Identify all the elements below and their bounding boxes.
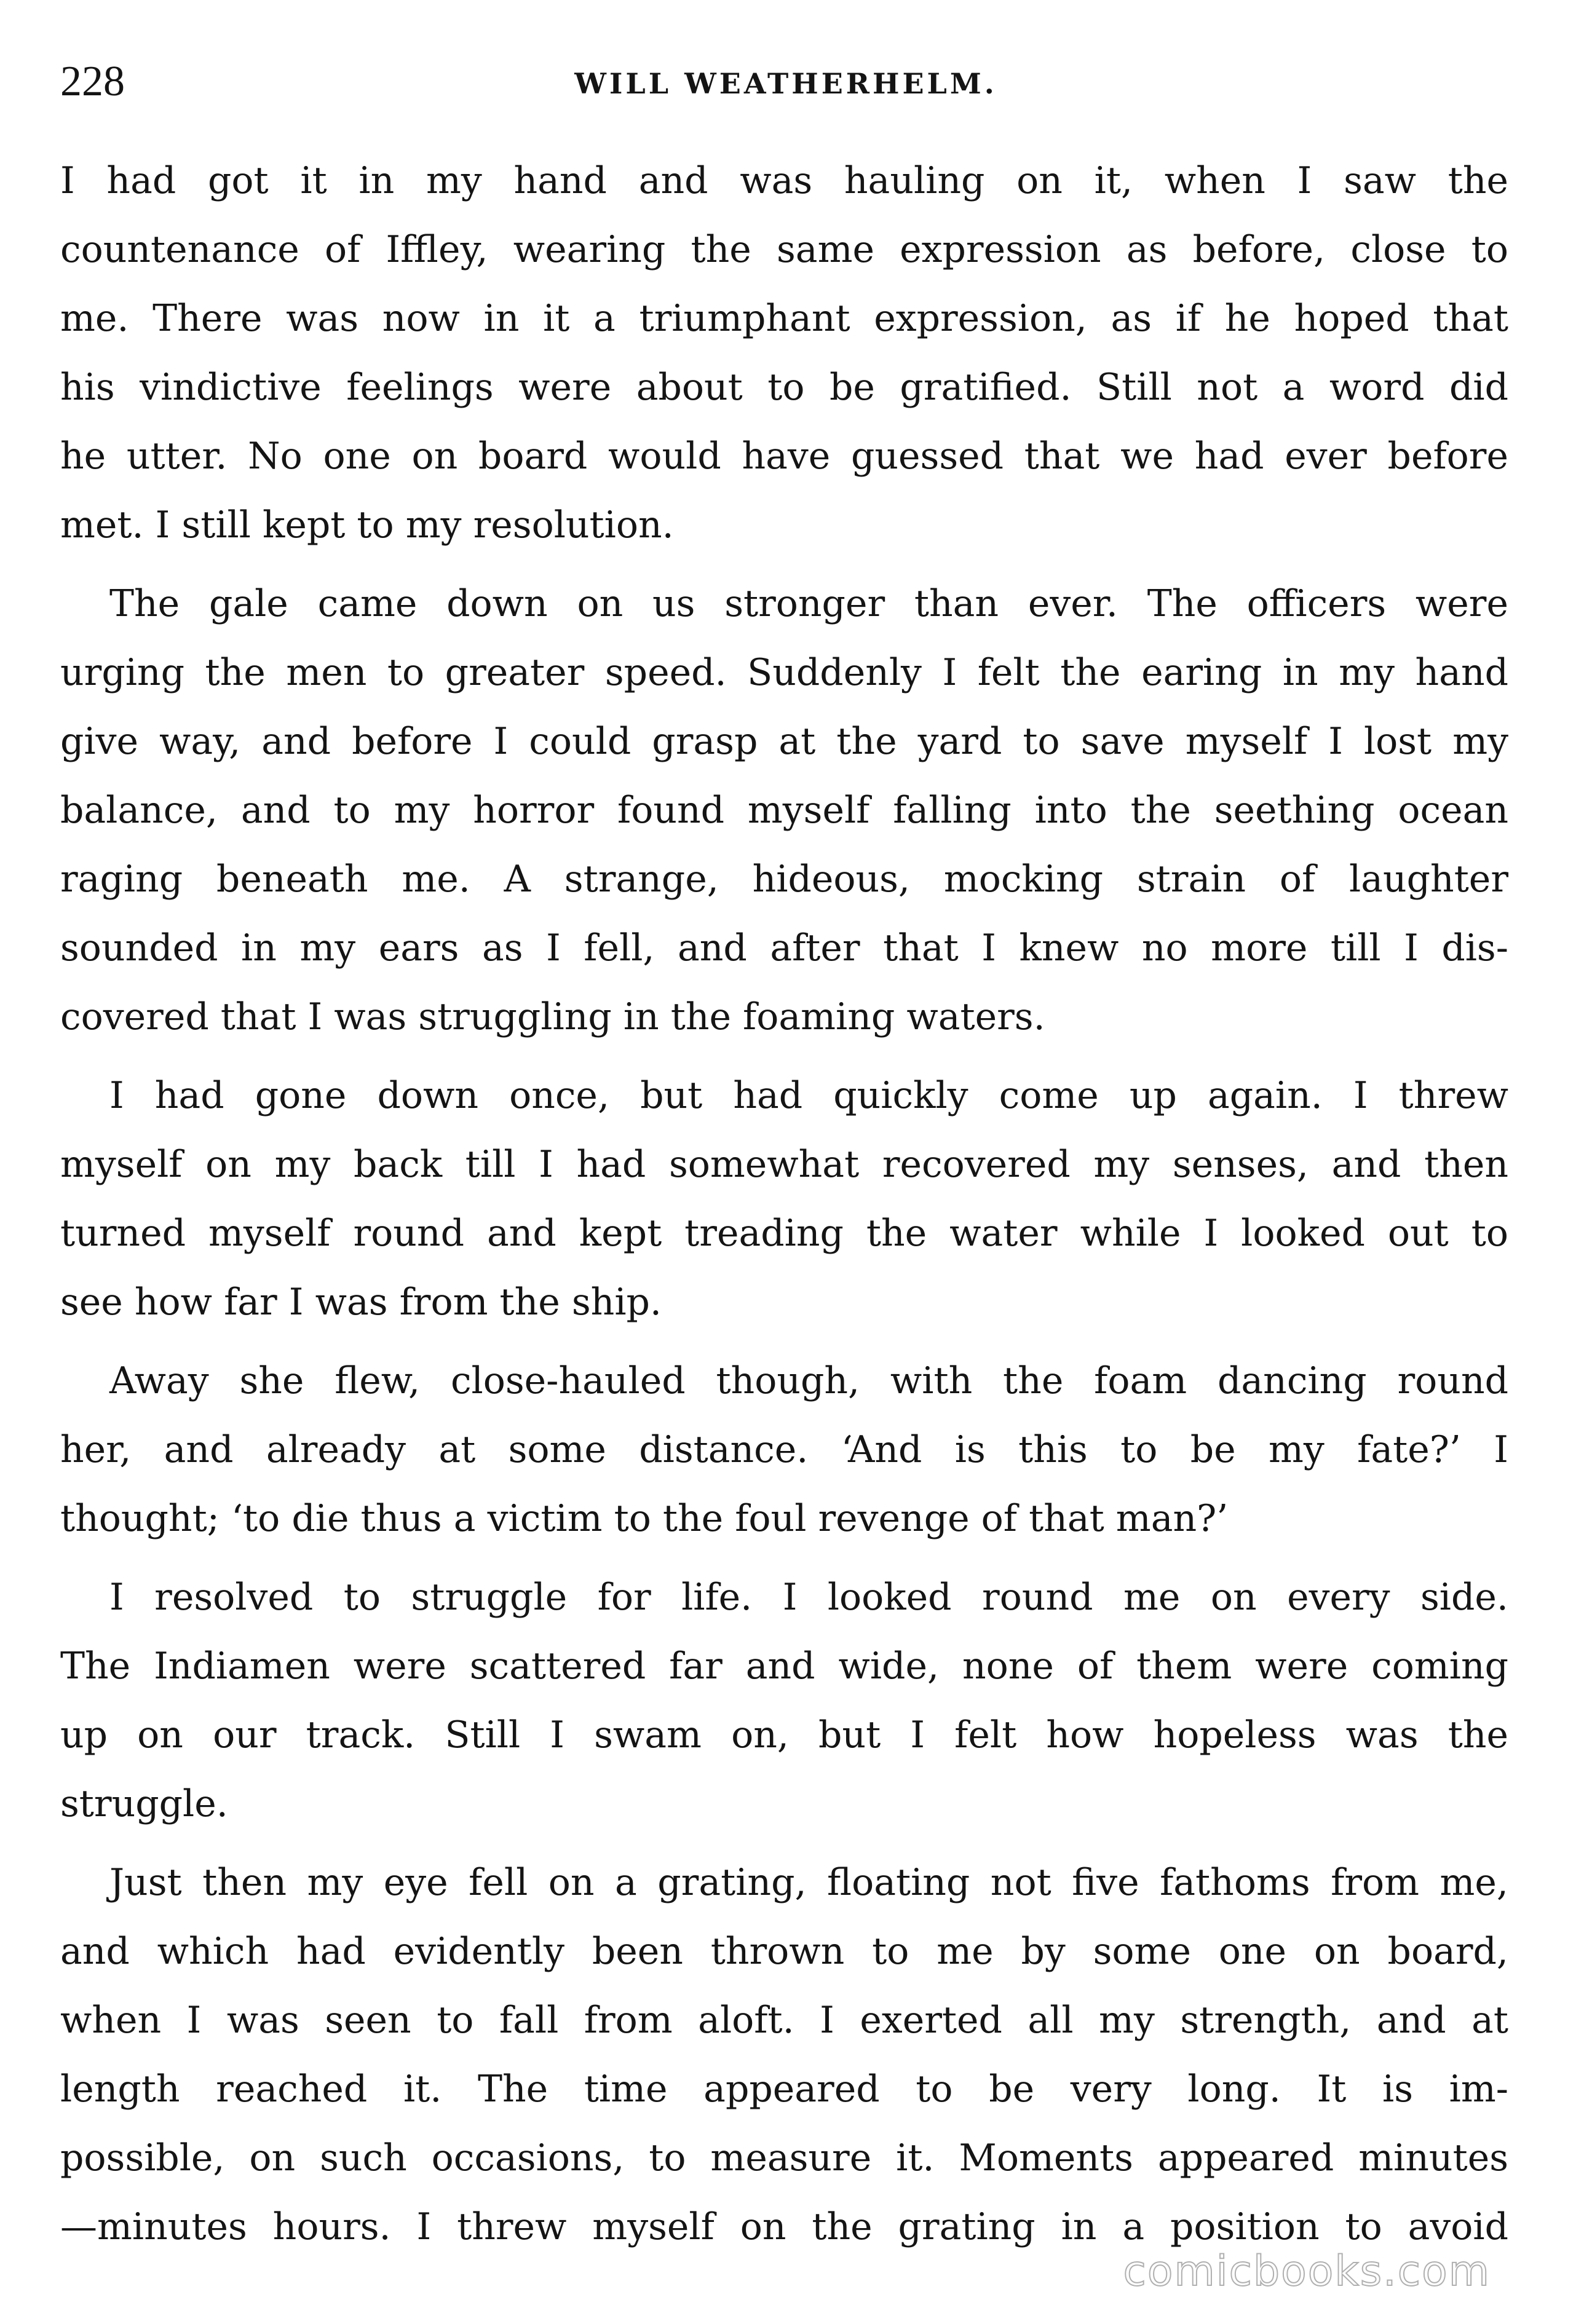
text-line: when I was seen to fall from aloft. I exerted all my strength, and at xyxy=(60,1999,1508,2042)
text-line: I had got it in my hand and was hauling on it, when I saw the xyxy=(60,159,1508,202)
text-line: length reached it. The time appeared to be very long. It is im- xyxy=(60,2068,1508,2111)
paragraph xyxy=(60,1346,1508,1553)
paragraph xyxy=(60,1848,1508,2261)
text-line: Just then my eye fell on a grating, floating not five fathoms from me, xyxy=(109,1861,1508,1904)
paragraph xyxy=(60,146,1508,559)
text-line: sounded in my ears as I fell, and after that I knew no more till I dis- xyxy=(60,927,1508,970)
text-line: his vindictive feelings were about to be gratified. Still not a word did xyxy=(60,366,1508,409)
text-line: myself on my back till I had somewhat recovered my senses, and then xyxy=(60,1143,1508,1186)
page-number: 228 xyxy=(60,58,125,105)
running-title: WILL WEATHERHELM. xyxy=(574,67,997,100)
text-line: possible, on such occasions, to measure it. Moments appeared minutes xyxy=(60,2136,1508,2180)
text-line: The Indiamen were scattered far and wide, none of them were coming xyxy=(60,1645,1508,1688)
paragraph xyxy=(60,569,1508,1051)
paragraph xyxy=(60,1061,1508,1337)
text-line: The gale came down on us stronger than ever. The officers were xyxy=(109,582,1508,625)
text-line: urging the men to greater speed. Suddenly I felt the earing in my hand xyxy=(60,651,1508,694)
text-line: give way, and before I could grasp at the yard to save myself I lost my xyxy=(60,720,1508,763)
body-text xyxy=(60,146,1508,2261)
text-line: struggle. xyxy=(60,1782,228,1825)
text-line: raging beneath me. A strange, hideous, mocking strain of laughter xyxy=(60,858,1508,901)
text-line: up on our track. Still I swam on, but I felt how hopeless was the xyxy=(60,1713,1508,1757)
text-line: he utter. No one on board would have guessed that we had ever before xyxy=(60,435,1508,478)
text-line: her, and already at some distance. ‘And is this to be my fate?’ I xyxy=(60,1428,1508,1471)
page-header xyxy=(60,54,1511,109)
text-line: see how far I was from the ship. xyxy=(60,1281,662,1324)
text-line: balance, and to my horror found myself falling into the seething ocean xyxy=(60,789,1508,832)
text-line: met. I still kept to my resolution. xyxy=(60,504,674,547)
text-line: covered that I was struggling in the foaming waters. xyxy=(60,995,1045,1038)
text-line: I resolved to struggle for life. I looked round me on every side. xyxy=(109,1576,1508,1619)
text-line: Away she flew, close-hauled though, with the foam dancing round xyxy=(109,1359,1508,1402)
text-line: I had gone down once, but had quickly come up again. I threw xyxy=(109,1074,1508,1117)
text-line: —minutes hours. I threw myself on the grating in a position to avoid xyxy=(60,2205,1508,2248)
text-line: thought; ‘to die thus a victim to the foul revenge of that man?’ xyxy=(60,1497,1229,1540)
paragraph xyxy=(60,1563,1508,1838)
text-line: and which had evidently been thrown to me by some one on board, xyxy=(60,1930,1508,1973)
text-line: turned myself round and kept treading the water while I looked out to xyxy=(60,1212,1508,1255)
text-line: countenance of Iffley, wearing the same expression as before, close to xyxy=(60,228,1508,271)
watermark: comicbooks.com xyxy=(1123,2247,1491,2296)
text-line: me. There was now in it a triumphant expression, as if he hoped that xyxy=(60,297,1508,340)
